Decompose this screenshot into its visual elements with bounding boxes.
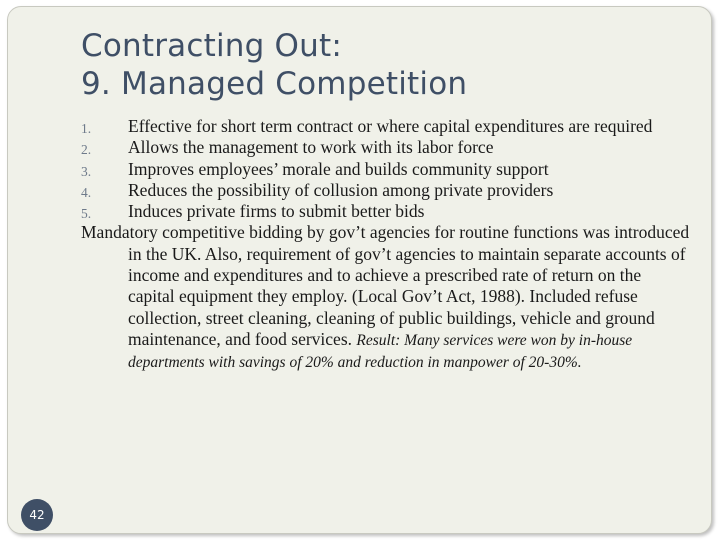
list-item bbox=[81, 116, 691, 137]
list-item bbox=[81, 159, 691, 180]
list-number: 1. bbox=[81, 121, 92, 136]
slide-title bbox=[81, 27, 467, 103]
list-number: 5. bbox=[81, 206, 92, 222]
list-number: 2. bbox=[81, 142, 92, 158]
body-paragraph bbox=[81, 222, 691, 373]
list-text: Allows the management to work with its labor force bbox=[128, 137, 494, 158]
list-text: Effective for short term contract or where capital expenditures are required bbox=[128, 116, 653, 136]
list-item bbox=[81, 201, 691, 222]
paragraph-text: Mandatory competitive bidding by gov’t agencies for routine functions was introduced in the UK. Also, requirement of gov’t agencies to maintain separate accounts of income and expenditures and to achieve a prescribed rate of return on the capital equipment they employ. (Local Gov’t Act, 1988). Included refuse collection, street cleaning, cleaning of public buildings, vehicle and ground maintenance, and food services. bbox=[81, 222, 690, 349]
result-note: Result: Many services were won by in-house departments with savings of 20% and reduction in manpower of 20-30%. bbox=[128, 331, 633, 372]
slide-body bbox=[81, 116, 691, 374]
list-text: Induces private firms to submit better bids bbox=[128, 201, 425, 222]
list-item bbox=[81, 137, 691, 158]
list-number: 3. bbox=[81, 163, 92, 179]
slide bbox=[7, 6, 712, 534]
page-number-badge: 42 bbox=[21, 499, 53, 531]
title-line-2: 9. Managed Competition bbox=[81, 66, 468, 102]
list-number: 4. bbox=[81, 184, 92, 200]
list-text: Improves employees’ morale and builds community support bbox=[128, 158, 549, 179]
list-text: Reduces the possibility of collusion among private providers bbox=[128, 179, 554, 200]
title-line-1: Contracting Out: bbox=[81, 28, 342, 64]
list-item bbox=[81, 180, 691, 201]
